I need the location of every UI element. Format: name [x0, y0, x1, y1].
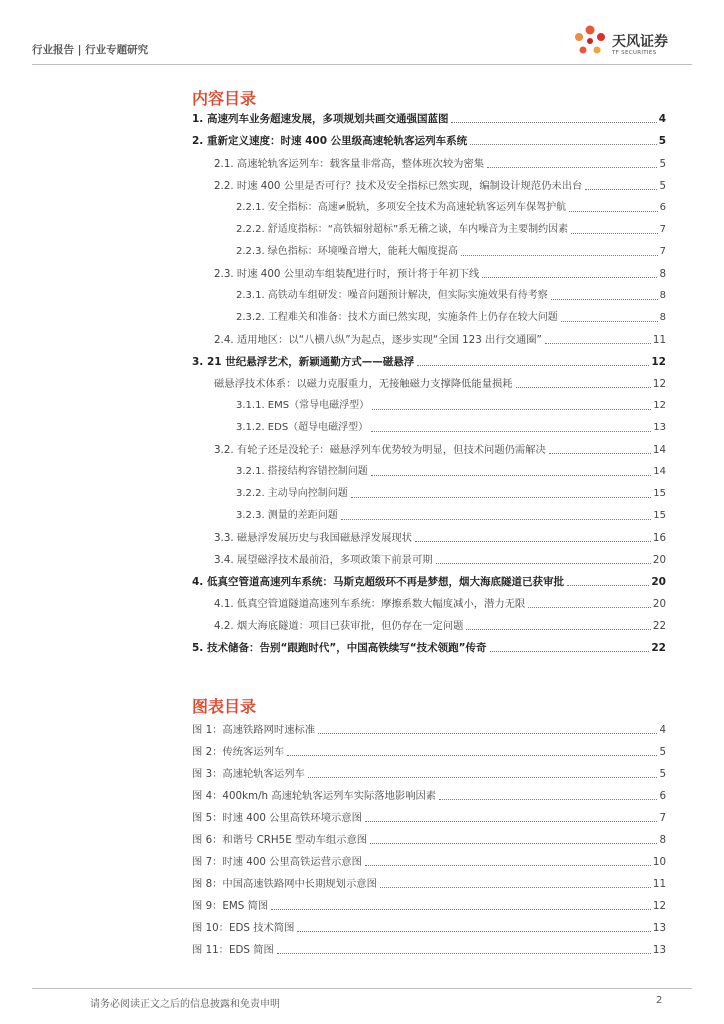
toc-entry[interactable]: 1. 高速列车业务超速发展，多项规划共画交通强国蓝图 4 [192, 113, 666, 125]
figure-entry[interactable]: 图 8：中国高速铁路网中长期规划示意图 11 [192, 878, 666, 890]
toc-entry[interactable]: 3.1.2. EDS（超导电磁浮型） 13 [236, 422, 666, 433]
toc-entry[interactable]: 2.2.1. 安全指标：高速≠脱轨，多项安全技术为高速轮轨客运列车保驾护航 6 [236, 202, 666, 213]
figure-entry[interactable]: 图 7：时速 400 公里高铁运营示意图 10 [192, 856, 666, 868]
toc-entry[interactable]: 3. 21 世纪悬浮艺术，新颖通勤方式——磁悬浮 12 [192, 356, 666, 368]
toc-entry[interactable]: 3.2.3. 测量的差距问题 15 [236, 510, 666, 521]
figure-entry[interactable]: 图 10：EDS 技术简图 13 [192, 922, 666, 934]
toc-entry[interactable]: 3.2. 有轮子还是没轮子：磁悬浮列车优势较为明显，但技术问题仍需解决 14 [214, 444, 666, 456]
figure-entry[interactable]: 图 4：400km/h 高速轮轨客运列车实际落地影响因素 6 [192, 790, 666, 802]
figure-entry[interactable]: 图 1：高速铁路网时速标准 4 [192, 724, 666, 736]
toc-entry[interactable]: 2.2. 时速 400 公里是否可行？技术及安全指标已然实现，编制设计规范仍未出台 5 [214, 180, 666, 192]
toc-entry[interactable]: 4.1. 低真空管道隧道高速列车系统：摩擦系数大幅度减小，潜力无限 20 [214, 598, 666, 610]
toc-entry[interactable]: 3.2.2. 主动导向控制问题 15 [236, 488, 666, 499]
header-divider [32, 64, 692, 65]
figure-entry[interactable]: 图 6：和谐号 CRH5E 型动车组示意图 8 [192, 834, 666, 846]
report-category: 行业报告 | 行业专题研究 [32, 44, 149, 56]
footer-divider [32, 988, 692, 989]
toc-entry[interactable]: 2.4. 适用地区：以“八横八纵”为起点，逐步实现“全国 123 出行交通圈” 11 [214, 334, 666, 346]
toc-entry[interactable]: 2. 重新定义速度：时速 400 公里级高速轮轨客运列车系统 5 [192, 135, 666, 147]
page-number: 2 [656, 995, 663, 1006]
figure-entry[interactable]: 图 2：传统客运列车 5 [192, 746, 666, 758]
logo-english-name: TF SECURITIES [612, 50, 657, 56]
figure-entry[interactable]: 图 5：时速 400 公里高铁环境示意图 7 [192, 812, 666, 824]
toc-entry[interactable]: 2.2.2. 舒适度指标：“高铁辐射超标”系无稽之谈，车内噪音为主要制约因素 7 [236, 224, 666, 235]
toc-entry[interactable]: 2.3.1. 高铁动车组研发：噪音问题预计解决，但实际实施效果有待考察 8 [236, 290, 666, 301]
toc-entry[interactable]: 5. 技术储备：告别“跟跑时代”，中国高铁续写“技术领跑”传奇 22 [192, 642, 666, 654]
toc-entry[interactable]: 磁悬浮技术体系：以磁力克服重力，无接触磁力支撑降低能量损耗 12 [214, 378, 666, 390]
figure-entry[interactable]: 图 9：EMS 简图 12 [192, 900, 666, 912]
toc-entry[interactable]: 3.4. 展望磁浮技术最前沿，多项政策下前景可期 20 [214, 554, 666, 566]
footer-disclaimer: 请务必阅读正文之后的信息披露和免责申明 [90, 999, 280, 1010]
toc-entry[interactable]: 2.1. 高速轮轨客运列车：载客量非常高，整体班次较为密集 5 [214, 158, 666, 170]
toc-entry[interactable]: 2.3. 时速 400 公里动车组装配进行时，预计将于年初下线 8 [214, 268, 666, 280]
toc-entry[interactable]: 2.2.3. 绿色指标：环境噪音增大，能耗大幅度提高 7 [236, 246, 666, 257]
figure-entry[interactable]: 图 11：EDS 简图 13 [192, 944, 666, 956]
logo-name: 天风证券 [612, 34, 668, 50]
figures-heading: 图表目录 [192, 697, 257, 716]
figure-entry[interactable]: 图 3：高速轮轨客运列车 5 [192, 768, 666, 780]
logo-flower-icon [570, 22, 610, 62]
toc-entry[interactable]: 3.3. 磁悬浮发展历史与我国磁悬浮发展现状 16 [214, 532, 666, 544]
toc-heading: 内容目录 [192, 89, 257, 108]
company-logo [570, 22, 700, 62]
toc-entry[interactable]: 4. 低真空管道高速列车系统：马斯克超级环不再是梦想，烟大海底隧道已获审批 20 [192, 576, 666, 588]
toc-entry[interactable]: 3.2.1. 搭接结构容错控制问题 14 [236, 466, 666, 477]
toc-entry[interactable]: 3.1.1. EMS（常导电磁浮型） 12 [236, 400, 666, 411]
toc-entry[interactable]: 4.2. 烟大海底隧道：项目已获审批，但仍存在一定问题 22 [214, 620, 666, 632]
toc-entry[interactable]: 2.3.2. 工程难关和准备：技术方面已然实现，实施条件上仍存在较大问题 8 [236, 312, 666, 323]
